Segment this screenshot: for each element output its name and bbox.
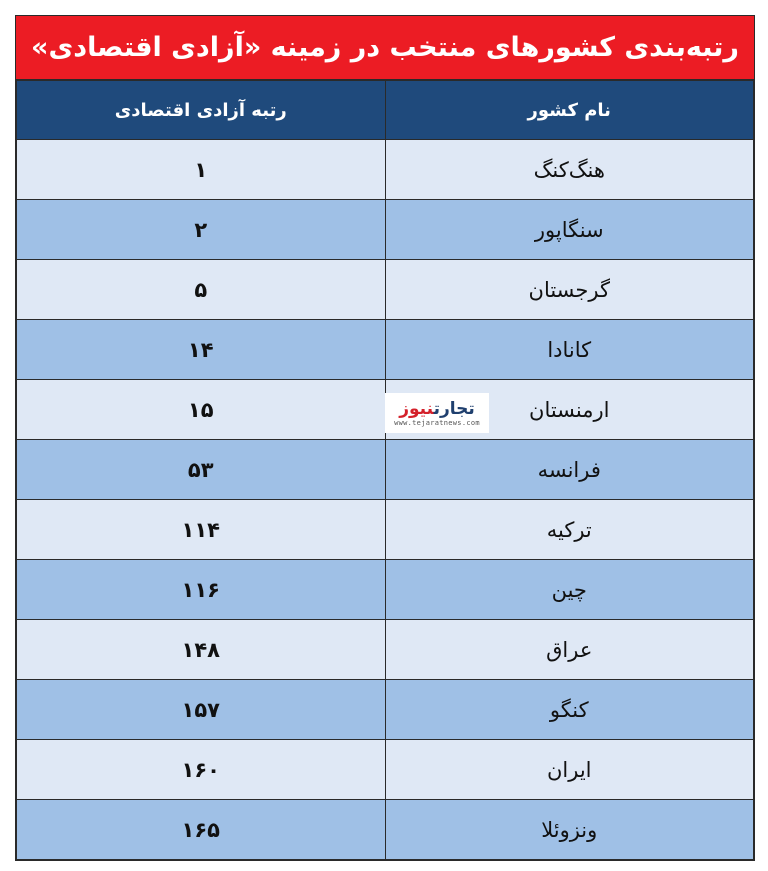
country-cell: عراق	[385, 620, 754, 680]
rank-cell: ۱۶۰	[17, 740, 386, 800]
rank-cell: ۱۵	[17, 380, 386, 440]
watermark-logo-text	[399, 399, 475, 419]
rank-cell: ۱۴۸	[17, 620, 386, 680]
table-row	[17, 800, 754, 860]
table-row	[17, 440, 754, 500]
watermark-logo-part2: نیوز	[399, 398, 434, 419]
country-cell: چین	[385, 560, 754, 620]
country-cell: ترکیه	[385, 500, 754, 560]
table-row	[17, 740, 754, 800]
rank-cell: ۱	[17, 140, 386, 200]
country-cell: کنگو	[385, 680, 754, 740]
rank-cell: ۱۴	[17, 320, 386, 380]
watermark-logo-part1: تجارت	[433, 398, 475, 419]
table-title: رتبه‌بندی کشورهای منتخب در زمینه «آزادی اقتصادی»	[16, 16, 754, 80]
table-row	[17, 200, 754, 260]
column-header-rank: رتبه آزادی اقتصادی	[17, 81, 386, 140]
ranking-table-card	[15, 15, 755, 861]
table-row	[17, 320, 754, 380]
table-row	[17, 140, 754, 200]
table-row	[17, 560, 754, 620]
rank-cell: ۱۵۷	[17, 680, 386, 740]
country-cell: سنگاپور	[385, 200, 754, 260]
rank-cell: ۱۱۴	[17, 500, 386, 560]
table-row	[17, 620, 754, 680]
table-row	[17, 500, 754, 560]
column-header-country: نام کشور	[385, 81, 754, 140]
rank-cell: ۵	[17, 260, 386, 320]
country-cell: ایران	[385, 740, 754, 800]
watermark-url: www.tejaratnews.com	[394, 418, 480, 427]
rank-cell: ۱۶۵	[17, 800, 386, 860]
country-cell: ونزوئلا	[385, 800, 754, 860]
watermark-logo	[385, 393, 489, 433]
ranking-table	[16, 80, 754, 860]
country-cell: گرجستان	[385, 260, 754, 320]
country-cell: هنگ‌کنگ	[385, 140, 754, 200]
table-header-row	[17, 81, 754, 140]
rank-cell: ۱۱۶	[17, 560, 386, 620]
table-row	[17, 680, 754, 740]
country-cell: فرانسه	[385, 440, 754, 500]
country-cell: کانادا	[385, 320, 754, 380]
rank-cell: ۵۳	[17, 440, 386, 500]
table-row	[17, 260, 754, 320]
rank-cell: ۲	[17, 200, 386, 260]
country-cell: ارمنستان	[385, 380, 754, 440]
